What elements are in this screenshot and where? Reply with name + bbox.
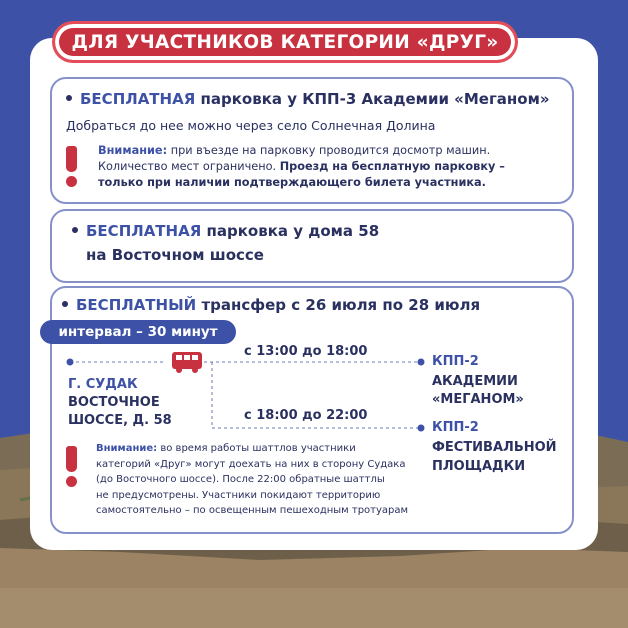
dest2-line2: ПЛОЩАДКИ [432,459,526,474]
parking2-title-rest: парковка у дома 58 [206,222,380,240]
interval-badge: интервал – 30 минут [40,320,236,344]
origin-dot [67,359,74,366]
transfer-warn-label: Внимание: [96,443,158,454]
parking1-warn-line2: Количество мест ограничено. [98,160,277,173]
time-slot-2: с 18:00 до 22:00 [244,408,368,423]
transfer-highlight: БЕСПЛАТНЫЙ [76,296,197,314]
parking1-warn-label: Внимание: [98,144,168,157]
dest1-dot [418,359,425,366]
time-slot-1: с 13:00 до 18:00 [244,344,368,359]
dest1-line2: «МЕГАНОМ» [432,392,524,407]
transfer-warn-line4: не предусмотрены. Участники покидают территорию [96,489,381,501]
page-title: ДЛЯ УЧАСТНИКОВ КАТЕГОРИИ «ДРУГ» [52,21,518,63]
dest2-line1: ФЕСТИВАЛЬНОЙ [432,440,557,455]
parking1-warn-bold2: Проезд на бесплатную парковку – [279,160,505,173]
parking1-subtitle: Добраться до нее можно через село Солнечная Долина [66,118,436,133]
transfer-title-rest: трансфер с 26 июля по 28 июля [201,296,481,314]
origin-line3: ШОССЕ, Д. 58 [68,413,172,428]
transfer-warn-line5: самостоятельно – по освещенным пешеходным тротуарам [96,505,409,517]
dest1-code: КПП-2 [432,354,479,369]
parking1-title-rest: парковка у КПП-3 Академии «Меганом» [200,90,550,108]
dest2-code: КПП-2 [432,420,479,435]
dest2-dot [418,425,425,432]
parking2-title-line2: на Восточном шоссе [86,246,264,264]
exclamation-icon [64,446,78,487]
parking1-warn-line1: при въезде на парковку проводится досмотр машин. [170,144,491,157]
dest1-line1: АКАДЕМИИ [432,374,518,389]
transfer-warn-line3: (до Восточного шоссе). После 22:00 обратные шаттлы [96,474,385,486]
transfer-warning [96,441,426,519]
parking1-warn-bold3: только при наличии подтверждающего билета участника. [98,176,486,189]
bus-icon [172,352,202,373]
transfer-warn-line1: во время работы шаттлов участники [160,443,356,454]
transfer-warn-line2: категорий «Друг» могут доехать на них в сторону Судака [96,458,406,470]
origin-city: Г. СУДАК [68,377,138,392]
parking2-highlight: БЕСПЛАТНАЯ [86,222,202,240]
origin-line2: ВОСТОЧНОЕ [68,395,160,410]
parking1-highlight: БЕСПЛАТНАЯ [80,90,196,108]
